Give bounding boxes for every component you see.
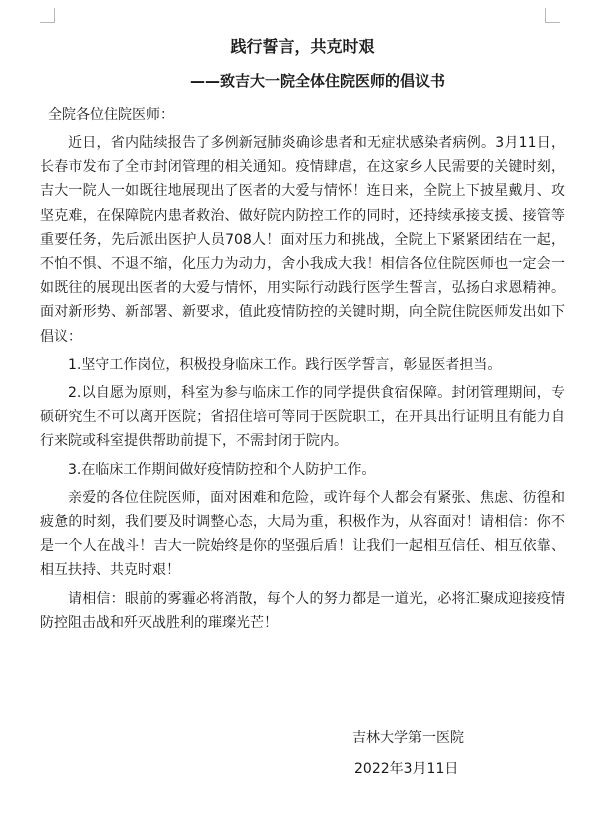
paragraph-encouragement: 亲爱的各位住院医师，面对困难和危险，或许每个人都会有紧张、焦虑、彷徨和疲惫的时刻，我们要及时调整心态，大局为重，积极作为，从容面对！请相信：你不是一个人在战斗！吉大一院始终是你的坚强后盾！让我们一起相互信任、相互依靠、相互扶持、共克时艰！ xyxy=(40,489,565,579)
page-corner-mark-right xyxy=(545,8,560,23)
signature-organization: 吉林大学第一医院 xyxy=(352,730,464,746)
paragraph-proposal-1: 1.坚守工作岗位，积极投身临床工作。践行医学誓言，彰显医者担当。 xyxy=(68,356,502,373)
salutation: 全院各位住院医师： xyxy=(48,107,174,123)
paragraph-closing: 请相信：眼前的雾霾必将消散，每个人的努力都是一道光，必将汇聚成迎接疫情防控阻击战和歼灭战胜利的璀璨光芒！ xyxy=(40,590,565,631)
document-subtitle: ——致吉大一院全体住院医师的倡议书 xyxy=(189,72,445,90)
document-title: 践行誓言，共克时艰 xyxy=(230,37,375,56)
paragraph-intro: 近日，省内陆续报告了多例新冠肺炎确诊患者和无症状感染者病例。3月11日，长春市发布了全市封闭管理的相关通知。疫情肆虐，在这家乡人民需要的关键时刻，吉大一院人一如既往地展现出了医者的大爱与情怀！连日来，全院上下披星戴月、攻坚克难，在保障院内患者救治、做好院内防控工作的同时，还持续承接支援、接管等重要任务，先后派出医护人员708人！面对压力和挑战，全院上下紧紧团结在一起，不怕不惧、不退不缩，化压力为动力，舍小我成大我！相信各位住院医师也一定会一如既往的展现出医者的大爱与情怀，用实际行动践行医学生誓言，弘扬白求恩精神。面对新形势、新部署、新要求，值此疫情防控的关键时期，向全院住院医师发出如下倡议： xyxy=(40,135,565,345)
document-body xyxy=(40,36,565,639)
signature-date: 2022年3月11日 xyxy=(354,761,459,777)
paragraph-proposal-2: 2.以自愿为原则，科室为参与临床工作的同学提供食宿保障。封闭管理期间，专硕研究生不可以离开医院；省招住培可等同于医院职工，在开具出行证明且有能力自行来院或科室提供帮助前提下，不需封闭于院内。 xyxy=(40,385,565,450)
paragraph-proposal-3: 3.在临床工作期间做好疫情防控和个人防护工作。 xyxy=(68,461,376,478)
page-corner-mark-left xyxy=(40,8,55,23)
